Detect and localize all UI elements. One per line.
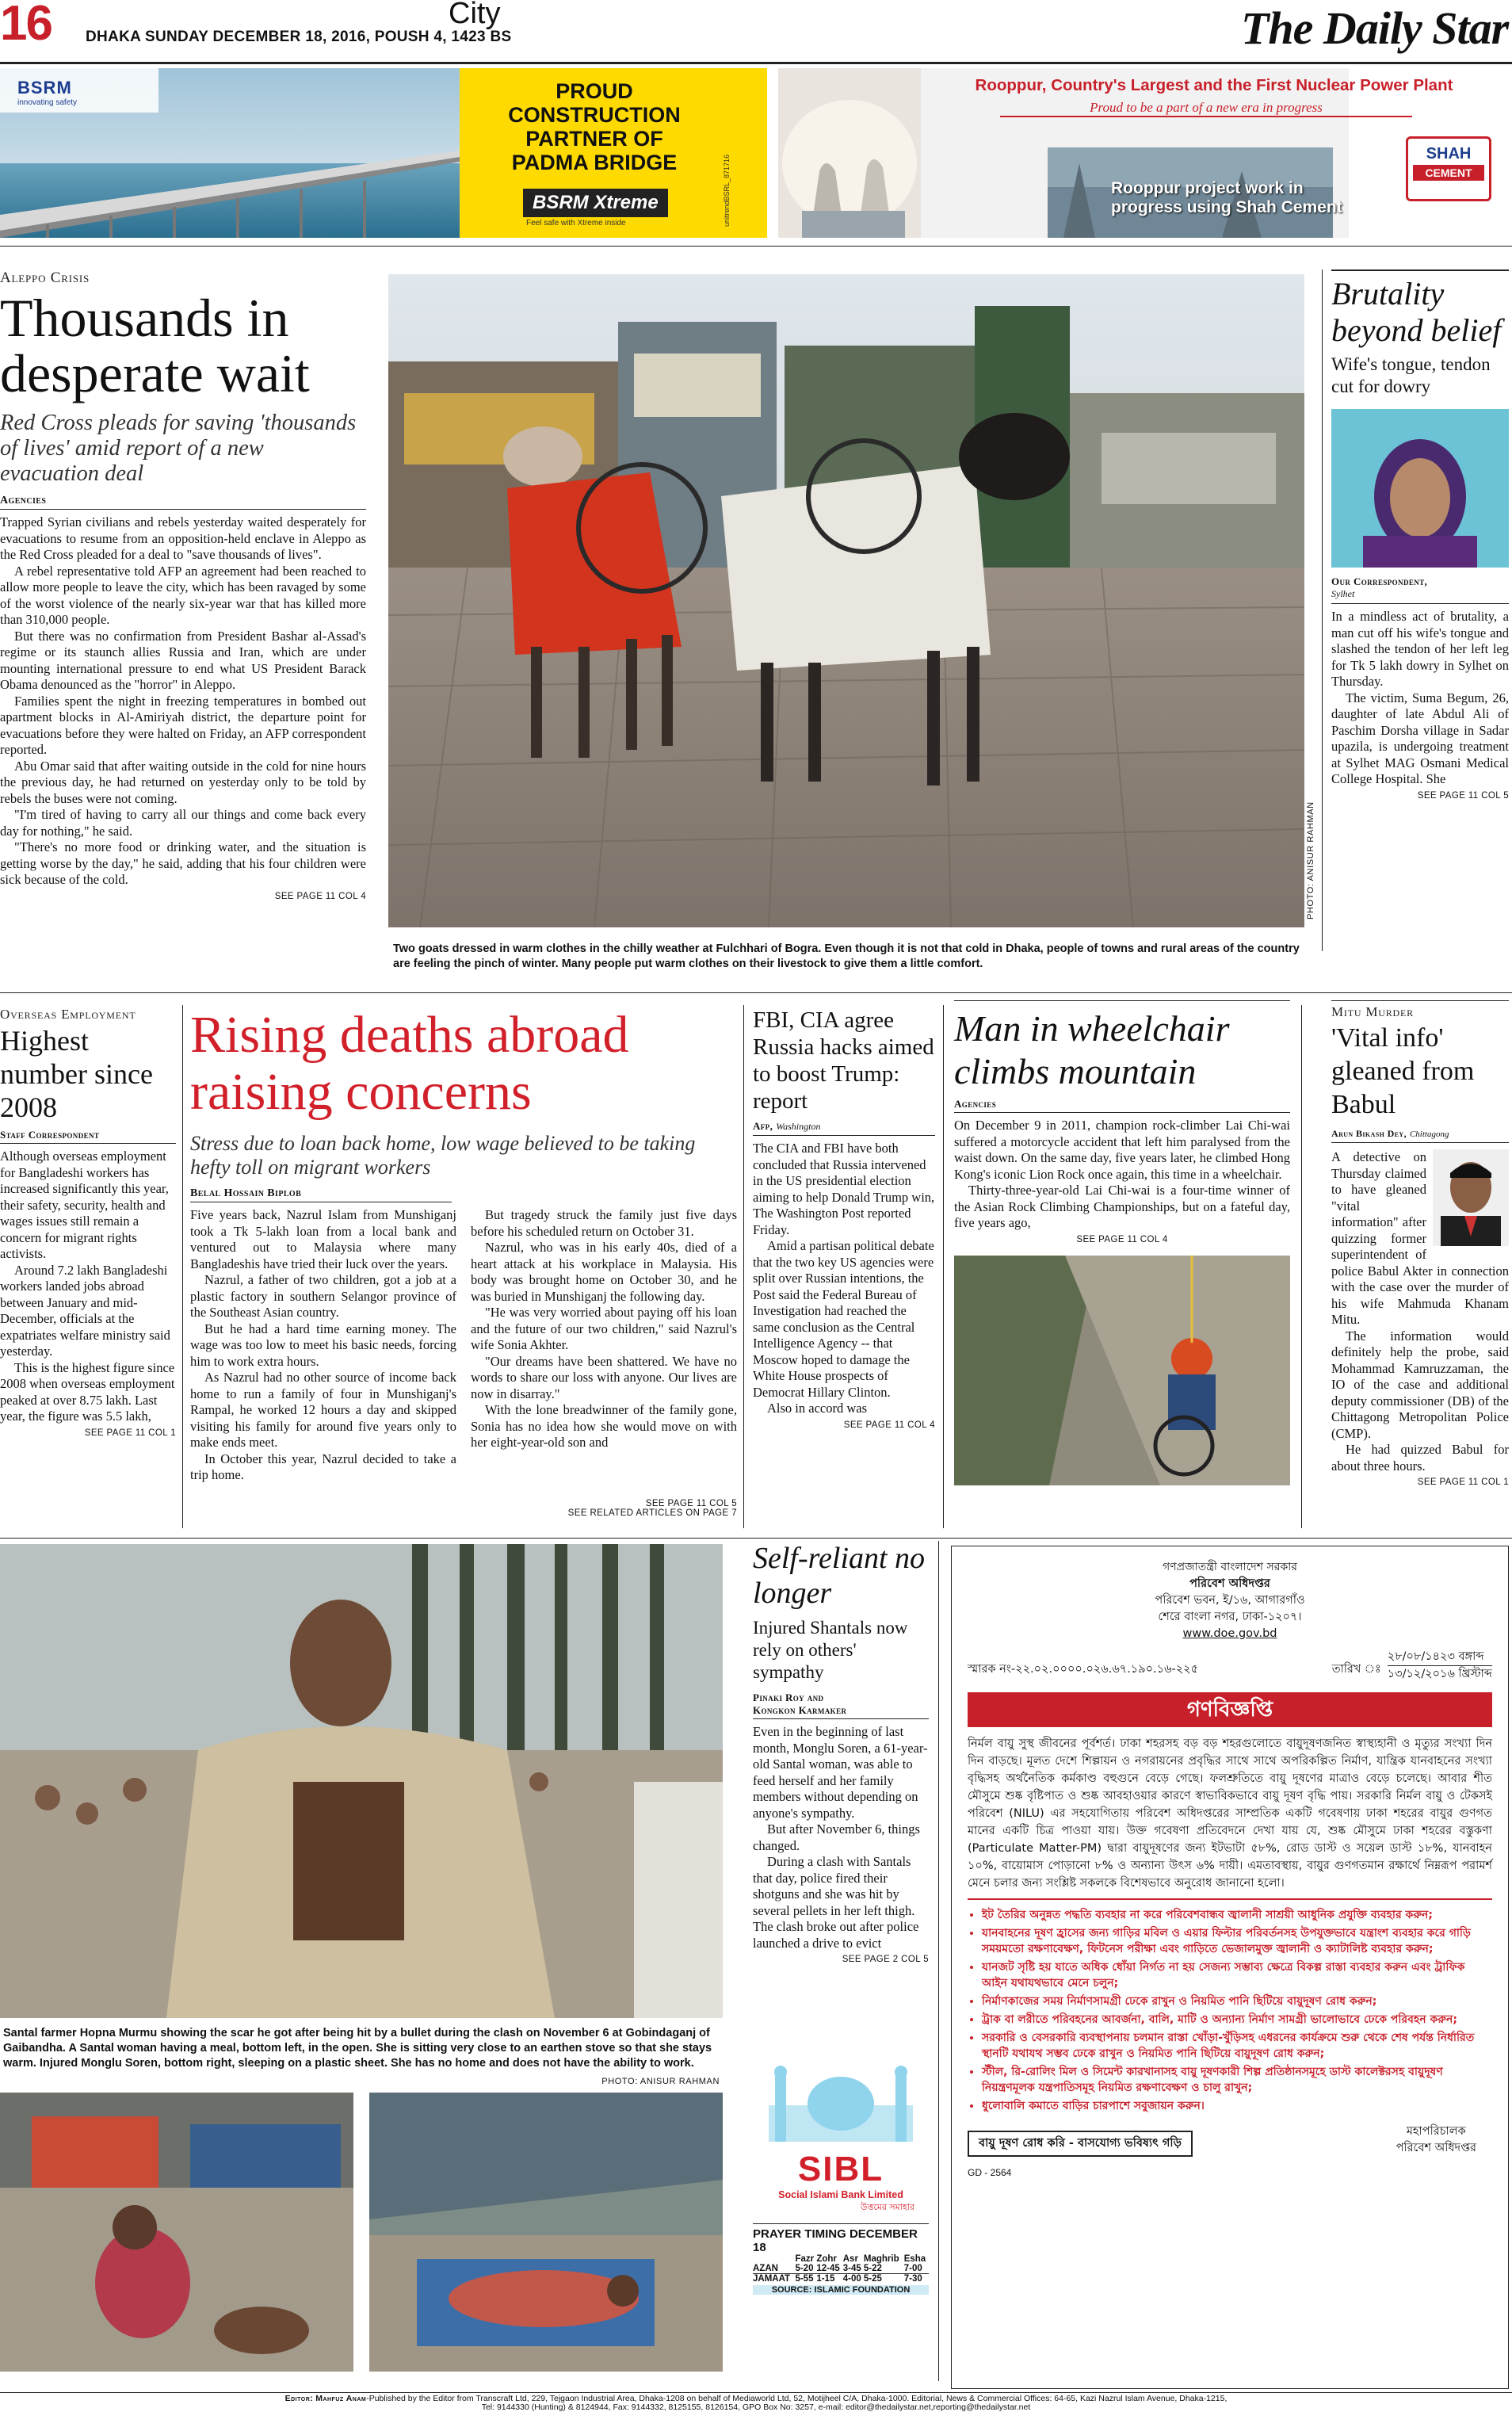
story-body [753, 1724, 929, 1951]
jump-link[interactable]: SEE PAGE 11 COL 4 [843, 1420, 935, 1430]
story-headline[interactable]: 'Vital info' gleaned from Babul [1331, 1023, 1475, 1119]
story-body [954, 1118, 1290, 1232]
mosque-icon [753, 2058, 929, 2145]
story-location: Chittagong [1409, 1130, 1449, 1139]
goats-photo-credit: PHOTO: ANISUR RAHMAN [1306, 801, 1315, 919]
climber-photo-graphic [954, 1256, 1290, 1485]
byline-rule [753, 1718, 929, 1719]
prayer-cell: 12-45 [816, 2264, 840, 2273]
bsrm-headline-line: PADMA BRIDGE [511, 151, 678, 174]
column-rule [182, 1005, 183, 1528]
prayer-header-cell: Esha [903, 2254, 926, 2264]
story-location: Sylhet [1331, 588, 1355, 599]
paragraph: As Nazrul had no other source of income back home to run a family of four in Munshiganj's Rampal, he worked 12 hours a day and skipped visiting his family for around five years only to make ends meet. [190, 1370, 456, 1450]
story-headline[interactable]: Highest number since 2008 [0, 1025, 153, 1123]
notice-gd: GD - 2564 [968, 2167, 1012, 2178]
byline-line: Kongkon Karmaker [753, 1704, 847, 1716]
shah-subline: Proud to be a part of a new era in progress [1000, 100, 1412, 117]
paragraph: Families spent the night in freezing temperatures in bombed out apartment blocks in Al-Amiriyah district, the departure point for evacuations before they were halted on Friday, an AFP correspondent reported. [0, 693, 366, 757]
column-rule [1322, 269, 1323, 951]
bsrm-brand: BSRM Xtreme [523, 189, 668, 217]
masthead-rule [0, 62, 1512, 64]
story-body [190, 1207, 737, 1499]
paragraph: In October this year, Nazrul decided to take a trip home. [190, 1451, 456, 1482]
byline-rule [1331, 603, 1509, 604]
byline-rule [1331, 1142, 1509, 1143]
paragraph: Amid a partisan political debate that the two key US agencies were split over Russian intentions, the Post said the Federal Bureau of Investigation had reached the same conclusion as the Central Intelligence Agency -- that Moscow hoped to damage the White House prospects of Democrat Hillary Clinton. [753, 1238, 934, 1400]
byline-rule [0, 509, 366, 510]
story-headline[interactable]: FBI, CIA agree Russia hacks aimed to boost Trump: report [753, 1007, 934, 1114]
santal-photo-caption: Santal farmer Hopna Murmu showing the scar he got after being hit by a bullet during the clash on November 6 at Gobindaganj of Gaibandha. A Santal woman having a meal, bottom left, in the open. She is sitting very close to an earthen stove so that she stays warm. Injured Monglu Soren, bottom right, sleeping on a plastic sheet. She has no home and does not have the ability to work. [3, 2027, 712, 2070]
notice-signer-title: মহাপরিচালক [1406, 2125, 1466, 2138]
ad-sibl[interactable] [753, 2058, 929, 2375]
story-kicker: Aleppo Crisis [0, 269, 90, 286]
story-byline: Afp, [753, 1120, 773, 1132]
paper-name: The Daily Star [1241, 2, 1509, 54]
prayer-header-cell: Fazr [795, 2254, 815, 2264]
story-body [0, 1149, 176, 1425]
notice-item: • স্টীল, রি-রোলিং মিল ও সিমেন্ট কারখানাসহ বায়ু দূষণকারী শিল্প প্রতিষ্ঠানসমূহে ডাস্ট কালেক্টরসহ বায়ুদূষণ নিয়ন্ত্রণমূলক যন্ত্রপাতিসমূহ নিয়মিত রক্ষণাবেক্ষণ ও চালু রাখুন; [982, 2064, 1492, 2096]
notice-item: • যানজট সৃষ্টি হয় যাতে অধিক ধোঁয়া নির্গত না হয় সেজন্য সম্ভাব্য ক্ষেত্রে বিকল্প রাস্তা ব্যবহার করুন এবং ট্রাফিক আইন যথাযথভাবে মেনে চলুন; [982, 1959, 1492, 1991]
related-articles-link[interactable]: SEE RELATED ARTICLES ON PAGE 7 [567, 1508, 737, 1518]
column-rule [938, 1541, 939, 2381]
paragraph: Nazrul, who was in his early 40s, died of a heart attack at his workplace in Malaysia. His body was brought home on October 30, and he was buried in Munshiganj the following day. [471, 1240, 737, 1304]
story-headline[interactable]: Self-reliant no longer [753, 1542, 926, 1610]
paragraph: But tragedy struck the family just five days before his scheduled return on October 31. [471, 1207, 737, 1239]
bsrm-headline [475, 79, 713, 174]
prayer-table [753, 2254, 929, 2284]
woman-meal-photo [0, 2093, 353, 2372]
bsrm-brand-tag: Feel safe with Xtreme inside [526, 219, 626, 227]
paragraph: "There's no more food or drinking water, and the situation is getting worse by the day," he said, adding that his four children were sick because of the cold. [0, 839, 366, 887]
footer-line1-text: -Published by the Editor from Transcraft Ltd, 229, Tejgaon Industrial Area, Dhaka-1208 on behalf of Mediaworld Ltd, 52, Motijheel C/A, Dhaka-1000. Editorial, News & Commercial Offices: 64-65, Kazi Nazrul Islam Avenue, Dhaka-1215, [366, 2394, 1228, 2403]
sibl-tagline: উত্তমের সমাহার [860, 2202, 914, 2212]
prayer-cell: 5-55 [795, 2274, 814, 2284]
column-rule [1301, 1005, 1302, 1528]
brutality-story [1331, 269, 1509, 801]
paragraph: But he had a hard time earning money. The wage was too low to meet his basic needs, forcing him to work extra hours. [190, 1321, 456, 1369]
jump-link[interactable]: SEE PAGE 11 COL 4 [1076, 1234, 1168, 1244]
byline-rule [753, 1135, 935, 1136]
paragraph: Five years back, Nazrul Islam from Munshiganj took a Tk 5-lakh loan from a local bank and ventured out to Malaysia where many Bangladeshis have tried their luck over the years. [190, 1207, 456, 1271]
notice-address2: শেরে বাংলা নগর, ঢাকা-১২০৭। [1158, 1611, 1302, 1623]
prayer-source: SOURCE: ISLAMIC FOUNDATION [753, 2285, 929, 2295]
notice-item: • যানবাহনের দূষণ হ্রাসের জন্য গাড়ির মবিল ও এয়ার ফিল্টার পরিবর্তনসহ উপযুক্তভাবে যন্ত্রাংশ ব্যবহার করে গাড়ি সময়মতো রক্ষণাবেক্ষণ, ফিটনেস পরীক্ষা এবং গাড়িতে ভেজালমুক্ত জ্বালানী ও ক্যাটালিষ্ট ব্যবহার করুন; [982, 1925, 1492, 1957]
employment-story [0, 1007, 176, 1438]
paragraph: Around 7.2 lakh Bangladeshi workers landed jobs abroad between January and mid-December, officials at the expatriates welfare ministry said yesterday. [0, 1262, 170, 1359]
notice-slogan: বায়ু দূষণ রোধ করি - বাসযোগ্য ভবিষ্যৎ গড়ি [968, 2131, 1193, 2157]
bsrm-logo [17, 78, 72, 98]
santal-main-photo-graphic [0, 1544, 723, 2018]
story-body [753, 1141, 935, 1417]
shah-logo-line2: CEMENT [1413, 165, 1484, 181]
notice-item: • নির্মাণকাজের সময় নির্মাণসামগ্রী ঢেকে রাখুন ও নিয়মিত পানি ছিটিয়ে বায়ুদূষণ রোধ করুন; [982, 1993, 1492, 2009]
notice-item: • ট্রাক বা লরীতে পরিবহনের আবর্জনা, বালি, মাটি ও অন্যান্য নির্মাণ সামগ্রী ভালোভাবে ঢেকে পরিবহন করুন; [982, 2012, 1492, 2028]
section-rule [0, 992, 1512, 993]
jump-link[interactable]: SEE PAGE 11 COL 1 [84, 1428, 176, 1438]
prayer-cell: 7-00 [903, 2264, 922, 2273]
story-body [1331, 609, 1509, 788]
story-body [0, 514, 366, 889]
story-deck: Injured Shantals now rely on others' sympathy [753, 1618, 908, 1682]
footer [0, 2395, 1512, 2412]
byline-line: Pinaki Roy and [753, 1691, 824, 1703]
notice-website[interactable]: www.doe.gov.bd [1182, 1627, 1277, 1640]
paragraph: Trapped Syrian civilians and rebels yesterday waited desperately for evacuations to resume from an opposition-held enclave in Aleppo as the Red Cross pleaded for a deal to "save thousands of lives". [0, 514, 366, 562]
section-rule [0, 1538, 1512, 1539]
paragraph: A detective on Thursday claimed to have gleaned "vital information" after quizzing former superintendent of police Babul Akter in connection with the case over the murder of his wife Mahmuda Khanam Mitu. [1331, 1149, 1509, 1327]
notice-intro: নির্মল বায়ু সুস্থ জীবনের পূর্বশর্ত। ঢাকা শহরসহ বড় বড় শহরগুলোতে বায়ুদূষণজনিত স্বাস্থ্যহানী ও মৃত্যুর সংখ্যা দিন দিন বাড়ছে। মূলত দেশে শিল্পায়ন ও নগরায়নের প্রবৃদ্ধির সাথে সাথে অপরিকল্পিত নির্মাণ, যান্ত্রিক যানবাহনের সংখ্যা বৃদ্ধিসহ অর্থনৈতিক কর্মকাণ্ড বহুগুনে বেড়ে গেছে। ফলশ্রুতিতে বায়ু দূষণের মাত্রাও বেড়ে চলেছে। আবার শীত মৌসুমে শুষ্ক বৃষ্টিপাত ও শুষ্ক আবহাওয়ার কারণে স্বাভাবিকভাবে বায়ু দূষণ বৃদ্ধি পায়। সরকারি নির্মল বায়ু ও টেকসই পরিবেশ (NILU) এর সহযোগিতায় পরিবেশ অধিদপ্তরের সাম্প্রতিক একটি গবেষণায় ঢাকা শহরের বায়ুর গুণগত মানের একটি চিত্র পাওয়া যায়। উক্ত গবেষণা প্রতিবেদনে দেখা যায় যে, শুষ্ক মৌসুমে ঢাকা শহরের বস্তুকণা (Particulate Matter-PM) দ্বারা বায়ুদূষণের জন্য ইটভাটা ৫৮%, রোড ডাস্ট ও সয়েল ডাস্ট ১৮%, যানবাহন ১০%, বায়োমাস পোড়ানো ৮% ও অন্যান্য উৎস ৬% দায়ী। এমতাবস্থায়, বায়ুর গুণগতমান রক্ষার্থে নিম্নরূপ পরামর্শ মেনে চলার জন্য সংশ্লিষ্ট সকলকে বিশেষভাবে অনুরোধ জানানো হলো। [968, 1737, 1492, 1890]
paragraph: During a clash with Santals that day, police fired their shotguns and she was hit by several pellets in her left thigh. The clash broke out after police launched a drive to evict [753, 1854, 919, 1951]
bsrm-headline-line: PROUD CONSTRUCTION [508, 79, 681, 127]
paragraph: Even in the beginning of last month, Monglu Soren, a 61-year-old Santal woman, was able to feed herself and her family members without depending on anyone's sympathy. [753, 1724, 928, 1821]
ad-shah-cement[interactable] [778, 68, 1512, 238]
notice-list [968, 1898, 1492, 2114]
victim-photo [1331, 409, 1509, 568]
story-headline[interactable]: Rising deaths abroad raising concerns [190, 1006, 629, 1121]
monglu-sleeping-photo-graphic [369, 2093, 723, 2372]
paragraph: He had quizzed Babul for about three hours. [1331, 1442, 1509, 1474]
babul-story [1331, 1000, 1509, 1487]
bsrm-logo-text: BSRM [17, 78, 72, 97]
notice-date-en: ১৩/১২/২০১৬ খ্রিস্টাব্দ [1387, 1668, 1492, 1680]
prayer-cell: 3-45 [842, 2264, 861, 2273]
shah-photo-text-line: Rooppur project work in [1111, 179, 1304, 197]
story-deck: Red Cross pleads for saving 'thousands of lives' amid report of a new evacuation deal [0, 411, 357, 486]
notice-address1: পরিবেশ ভবন, ই/১৬, আগারগাঁও [1155, 1594, 1305, 1607]
babul-photo-graphic [1433, 1149, 1509, 1246]
prayer-cell: 4-00 [842, 2274, 861, 2284]
footer-line2: Tel: 9144330 (Hunting) & 8124944, Fax: 9144332, 8125155, 8126154, GPO Box No: 3257, e-mail: editor@thedailystar.net,reporting@thedailystar.net [481, 2402, 1031, 2412]
santal-main-photo [0, 1544, 723, 2018]
aleppo-story [0, 269, 366, 901]
story-byline: Arun Bikash Dey, [1331, 1128, 1407, 1139]
jump-link[interactable]: SEE PAGE 11 COL 5 [645, 1499, 737, 1508]
sibl-name: Social Islami Bank Limited [778, 2189, 903, 2200]
prayer-row [753, 2274, 929, 2284]
victim-photo-graphic [1331, 409, 1509, 568]
paragraph: The CIA and FBI have both concluded that Russia intervened in the US presidential election aiming to help Donald Trump win, The Washington Post reported Friday. [753, 1141, 935, 1237]
footer-editor-name: Mahfuz Anam [315, 2394, 367, 2403]
paragraph: In a mindless act of brutality, a man cut off his wife's tongue and slashed the tendon of her left leg for Tk 5 lakh dowry in Sylhet on Thursday. [1331, 609, 1509, 689]
fbi-story [753, 1007, 935, 1430]
prayer-row [753, 2264, 929, 2274]
goats-photo-graphic [388, 274, 1304, 927]
paragraph: "I'm tired of having to carry all our things and come back every day for nothing," he said. [0, 807, 366, 839]
paragraph: Although overseas employment for Bangladeshi workers has increased significantly this year, their safety, security, health and wages issues still remain a concern for migrant rights activists. [0, 1149, 169, 1261]
prayer-header-cell: Asr [842, 2254, 858, 2264]
ad-bsrm[interactable] [0, 68, 767, 238]
monglu-sleeping-photo [369, 2093, 723, 2372]
paragraph: This is the highest figure since 2008 when overseas employment peaked at over 8.75 lakh. Last year, the figure was 5.5 lakh, [0, 1359, 175, 1424]
notice-signer-dept: পরিবেশ অধিদপ্তর [1396, 2142, 1476, 2154]
sibl-logo: SIBL [797, 2150, 884, 2188]
prayer-cell: 5-22 [863, 2264, 882, 2273]
shah-photo-text-line: progress using Shah Cement [1111, 198, 1342, 216]
doe-public-notice [951, 1546, 1509, 2389]
story-byline [753, 1691, 929, 1717]
goats-photo [388, 274, 1304, 927]
byline-rule [0, 1143, 176, 1144]
prayer-cell: 7-30 [903, 2274, 922, 2284]
shah-photo-text [1111, 179, 1342, 217]
wheelchair-story [954, 1000, 1290, 1485]
paragraph: A rebel representative told AFP an agreement had been reached to allow more people to leave the city, which has been ravaged by some of the worst violence of the nearly six-year war that has killed more than 310,000 people. [0, 563, 366, 627]
shah-logo-line1: SHAH [1426, 145, 1472, 162]
section-name: City [449, 0, 501, 30]
paragraph: The victim, Suma Begum, 26, daughter of late Abdul Ali of Paschim Dorsha village in Sadar upazila, is undergoing treatment at Sylhet MAG Osmani Medical College Hospital. She [1331, 690, 1509, 786]
ads-rule [0, 246, 1512, 247]
notice-item: • ধুলোবালি কমাতে বাড়ির চারপাশে সবুজায়ন করুন। [982, 2098, 1492, 2114]
babul-photo [1433, 1149, 1509, 1246]
story-kicker: Overseas Employment [0, 1007, 136, 1022]
notice-item: • ইট তৈরির অনুন্নত পদ্ধতি ব্যবহার না করে পরিবেশবান্ধব জ্বালানী সাশ্রয়ী আধুনিক প্রযুক্তি ব্যবহার করুন; [982, 1907, 1492, 1923]
santal-photo-credit: PHOTO: ANISUR RAHMAN [601, 2077, 720, 2086]
notice-date-bn: ২৮/০৮/১৪২৩ বঙ্গাব্দ [1388, 1649, 1492, 1666]
story-byline: Staff Correspondent [0, 1129, 100, 1141]
paragraph: On December 9 in 2011, champion rock-climber Lai Chi-wai suffered a motorcycle accident that left him paralysed from the waist down. On the same day, five years later, he climbed Hong Kong's iconic Lion Rock once again, this time in a wheelchair. [954, 1118, 1290, 1182]
notice-date-label: তারিখ ঃ [1331, 1663, 1381, 1676]
notice-gov: গণপ্রজাতন্ত্রী বাংলাদেশ সরকার [1163, 1561, 1297, 1573]
prayer-cell: JAMAAT [753, 2274, 791, 2284]
climber-photo [954, 1256, 1290, 1485]
prayer-header-cell [753, 2254, 795, 2264]
shah-logo [1406, 136, 1491, 201]
story-deck: Wife's tongue, tendon cut for dowry [1331, 354, 1491, 396]
paragraph: Thirty-three-year-old Lai Chi-wai is a four-time winner of the Asian Rock Climbing Championships, but on a fateful day, five years ago, [954, 1183, 1290, 1230]
masthead [0, 0, 1512, 60]
goats-photo-caption: Two goats dressed in warm clothes in the chilly weather at Fulchhari of Bogra. Even though it is not that cold in Dhaka, people of towns and rural areas of the country are feeling the pinch of winter. Many people put warm clothes on their livestock to give them a little comfort. [393, 942, 1300, 970]
prayer-header-cell: Maghrib [863, 2254, 899, 2264]
paragraph: With the lone breadwinner of the family gone, Sonia has no idea how she would move on with her eight-year-old son and [471, 1402, 737, 1450]
story-byline: Belal Hossain Biplob [190, 1187, 302, 1199]
paragraph: But there was no confirmation from President Bashar al-Assad's regime or its staunch allies Russia and Iran, which are under mounting international pressure to end what US President Barack Obama denounced as the "horror" in Aleppo. [0, 628, 366, 692]
woman-meal-photo-graphic [0, 2093, 353, 2372]
shah-headline: Rooppur, Country's Largest and the First Nuclear Power Plant [975, 76, 1453, 94]
jump-link[interactable]: SEE PAGE 11 COL 5 [1417, 790, 1509, 801]
prayer-header-cell: Zohr [816, 2254, 837, 2264]
story-deck: Stress due to loan back home, low wage believed to be taking hefty toll on migrant workers [190, 1132, 696, 1179]
prayer-cell: 5-25 [863, 2274, 882, 2284]
footer-editor-label: Editor: [284, 2394, 314, 2403]
paragraph: But after November 6, things changed. [753, 1821, 920, 1853]
jump-link[interactable]: SEE PAGE 11 COL 4 [274, 891, 366, 901]
byline-rule [954, 1112, 1290, 1113]
notice-memo: স্মারক নং-২২.০২.০০০০.০২৬.৬৭.১৯০.১৬-২২৫ [968, 1663, 1198, 1676]
prayer-title: PRAYER TIMING DECEMBER 18 [753, 2223, 929, 2254]
story-headline[interactable]: Brutality beyond belief [1331, 276, 1502, 348]
rising-deaths-story [190, 1007, 737, 1518]
bsrm-logo-tag: innovating safety [17, 98, 78, 107]
paragraph: Abu Omar said that after waiting outside in the cold for nine hours the previous day, he had returned on yesterday only to be told by rebels the buses were not coming. [0, 758, 366, 806]
jump-link[interactable]: SEE PAGE 2 COL 5 [842, 1955, 929, 1964]
story-byline: Our Correspondent, [1331, 575, 1428, 587]
story-headline[interactable]: Thousands in desperate wait [0, 288, 310, 403]
column-rule [743, 1005, 744, 1528]
paragraph: Also in accord was [767, 1401, 868, 1416]
story-location: Washington [776, 1121, 821, 1132]
selfreliant-story [753, 1541, 929, 1964]
prayer-cell: 1-15 [816, 2274, 835, 2284]
paragraph: The information would definitely help the probe, said Mohammad Kamruzzaman, the IO of the case and additional deputy commissioner (DB) of the Chittagong Metropolitan Police (CMP). [1331, 1328, 1509, 1441]
notice-item: • সরকারি ও বেসরকারি ব্যবস্থাপনায় চলমান রাস্তা খোঁড়া-খুঁড়িসহ এধরনের কার্যক্রমে শুরু থেকে শেষ পর্যন্ত নির্ধারিত স্থানটি যথাযথ সম্ভব ঢেকে রাখুন ও নিয়মিত পানি ছিটিয়ে বায়ুদূষণ রোধ করুন; [982, 2030, 1492, 2062]
story-byline: Agencies [954, 1098, 997, 1110]
bsrm-agency-code: unitrendBSRL_871716 [723, 154, 731, 227]
prayer-cell: 5-20 [795, 2264, 814, 2273]
story-headline[interactable]: Man in wheelchair climbs mountain [954, 1008, 1230, 1091]
story-byline: Agencies [0, 495, 47, 506]
footer-rule [0, 2392, 1512, 2393]
paragraph: "Our dreams have been shattered. We have no words to share our loss with anyone. Our lives are now in disarray." [471, 1353, 737, 1401]
column-rule [943, 1005, 944, 1528]
prayer-cell: AZAN [753, 2264, 778, 2273]
notice-title: গণবিজ্ঞপ্তি [968, 1692, 1492, 1727]
prayer-header-row [753, 2254, 929, 2264]
story-kicker: Mitu Murder [1331, 1004, 1414, 1019]
page-number: 16 [0, 0, 52, 51]
jump-link[interactable]: SEE PAGE 11 COL 1 [1417, 1477, 1509, 1487]
paragraph: Nazrul, a father of two children, got a job at a plastic factory in southern Selangor province of the Southeast Asian country. [190, 1272, 456, 1320]
bsrm-headline-line: PARTNER OF [525, 127, 663, 151]
notice-dept: পরিবেশ অধিদপ্তর [1189, 1577, 1270, 1590]
dateline: DHAKA SUNDAY DECEMBER 18, 2016, POUSH 4, 1423 BS [86, 29, 512, 45]
paragraph: "He was very worried about paying off his loan and the future of our two children," said Nazrul's wife Sonia Akhter. [471, 1305, 737, 1352]
